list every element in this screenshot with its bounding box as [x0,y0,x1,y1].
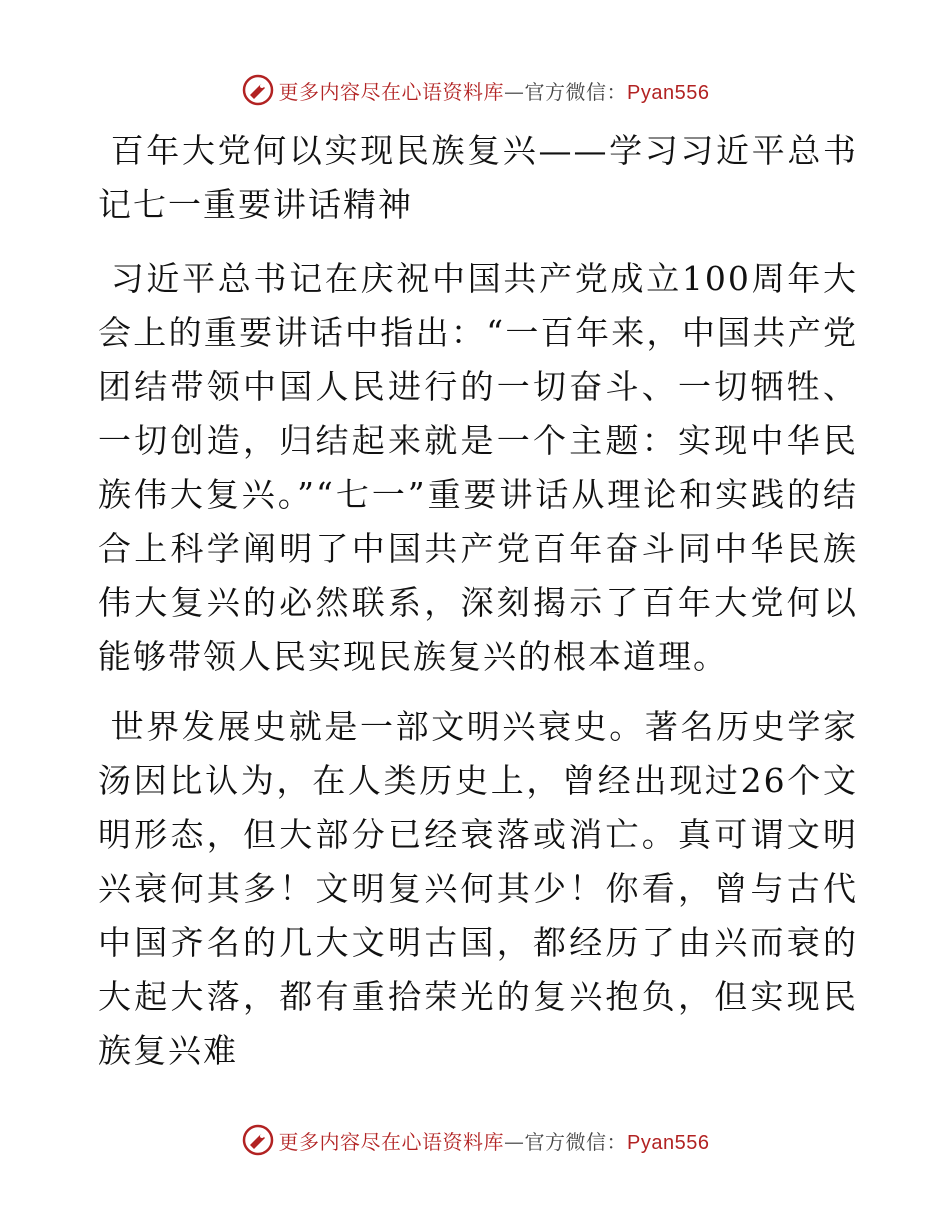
banner-separator: — [504,79,525,104]
document-title-text: 百年大党何以实现民族复兴——学习习近平总书记七一重要讲话精神 [98,131,858,224]
banner-wechat-label: 官方微信： [524,1129,628,1154]
paragraph-2 [98,700,858,1078]
banner-text: 更多内容尽在心语资料库 [278,1129,505,1154]
banner-wechat-label: 官方微信： [524,79,628,104]
document-title [98,124,858,232]
pen-nib-logo-icon [241,73,275,107]
header-banner [0,70,950,110]
banner-wechat-id: Pyan556 [627,81,710,104]
banner-wechat-id: Pyan556 [627,1131,710,1154]
pen-nib-logo-icon [241,1123,275,1157]
banner-text: 更多内容尽在心语资料库 [278,79,505,104]
paragraph-1 [98,252,858,684]
document-body [98,124,858,1094]
footer-banner [0,1120,950,1160]
banner-separator: — [504,1129,525,1154]
paragraph-1-text: 习近平总书记在庆祝中国共产党成立100周年大会上的重要讲话中指出：“一百年来，中国共产党团结带领中国人民进行的一切奋斗、一切牺牲、一切创造，归结起来就是一个主题：实现中华民族伟大复兴。”“七一”重要讲话从理论和实践的结合上科学阐明了中国共产党百年奋斗同中华民族伟大复兴的必然联系，深刻揭示了百年大党何以能够带领人民实现民族复兴的根本道理。 [98,259,858,676]
paragraph-2-text: 世界发展史就是一部文明兴衰史。著名历史学家汤因比认为，在人类历史上，曾经出现过26个文明形态，但大部分已经衰落或消亡。真可谓文明兴衰何其多！文明复兴何其少！你看，曾与古代中国齐名的几大文明古国，都经历了由兴而衰的大起大落，都有重拾荣光的复兴抱负，但实现民族复兴难 [98,707,858,1070]
